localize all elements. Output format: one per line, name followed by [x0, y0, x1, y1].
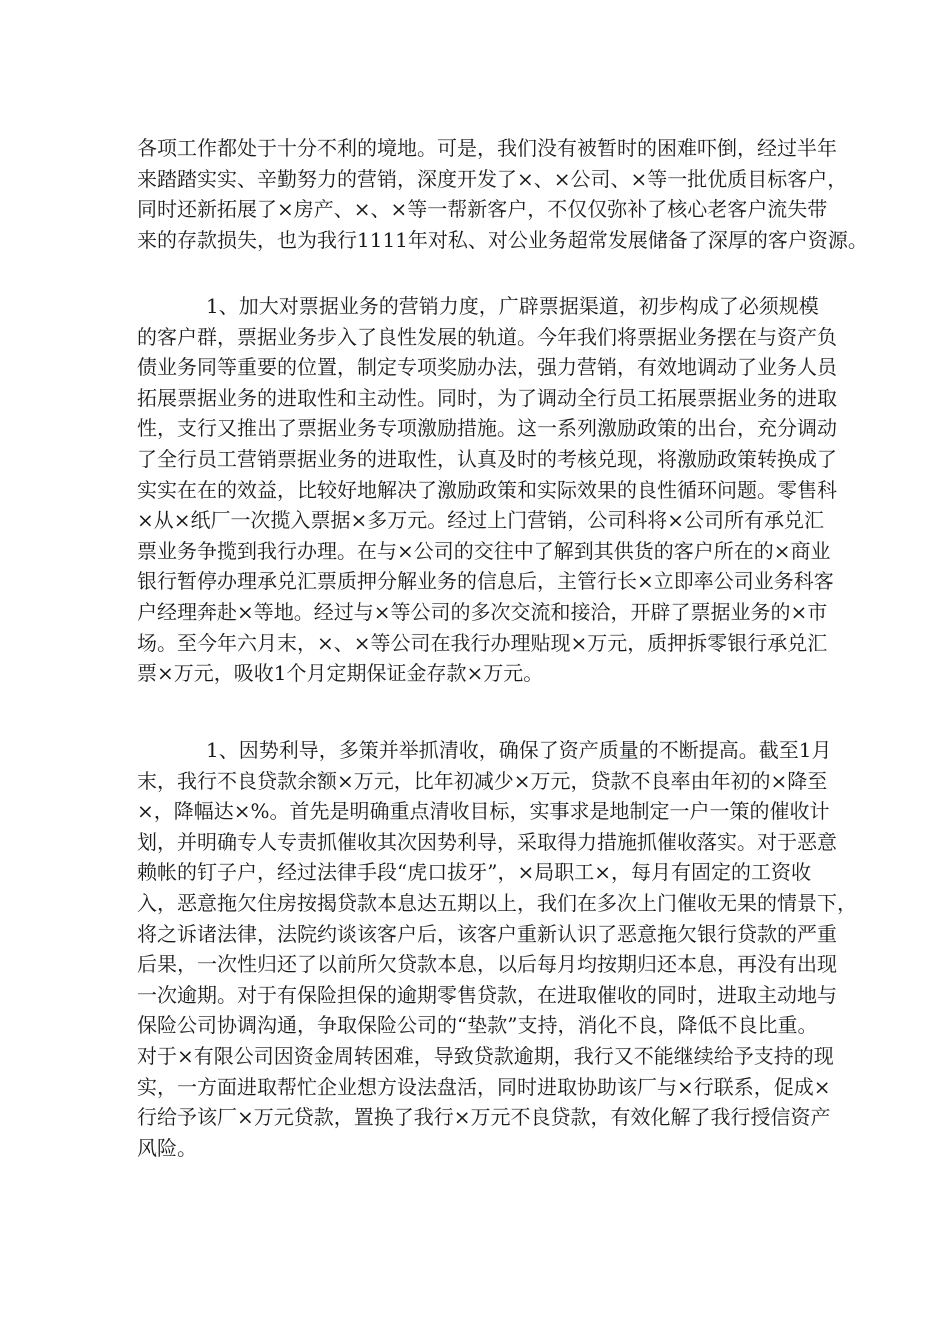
paragraph-line: 性，支行又推出了票据业务专项激励措施。这一系列激励政策的出台，充分调动	[137, 416, 837, 441]
paragraph-line: 户经理奔赴×等地。经过与×等公司的多次交流和接洽，开辟了票据业务的×市	[137, 599, 828, 624]
paragraph-line: 行给予该厂×万元贷款，置换了我行×万元不良贷款，有效化解了我行授信资产	[137, 1105, 831, 1130]
paragraph-line: 拓展票据业务的进取性和主动性。同时，为了调动全行员工拓展票据业务的进取	[137, 385, 837, 410]
paragraph-line: 了全行员工营销票据业务的进取性，认真及时的考核兑现，将激励政策转换成了	[137, 446, 837, 471]
paragraph-line: 银行暂停办理承兑汇票质押分解业务的信息后，主管行长×立即率公司业务科客	[137, 569, 834, 594]
paragraph-line: 场。至今年六月末，×、×等公司在我行办理贴现×万元，质押拆零银行承兑汇	[137, 630, 828, 655]
paragraph-line: 票×万元，吸收1个月定期保证金存款×万元。	[137, 661, 544, 686]
paragraph-line: 保险公司协调沟通，争取保险公司的“垫款”支持，消化不良，降低不良比重。	[137, 1013, 818, 1038]
paragraph-line: 实，一方面进取帮忙企业想方设法盘活，同时进取协助该厂与×行联系，促成×	[137, 1074, 831, 1099]
paragraph-2	[137, 291, 837, 689]
paragraph-1	[137, 133, 868, 255]
paragraph-line: 债业务同等重要的位置，制定专项奖励办法，强力营销，有效地调动了业务人员	[137, 355, 837, 380]
paragraph-line: 来的存款损失，也为我行1111年对私、对公业务超常发展储备了深厚的客户资源。	[137, 227, 868, 252]
paragraph-3	[137, 735, 857, 1163]
paragraph-line: 同时还新拓展了×房产、×、×等一帮新客户，不仅仅弥补了核心老客户流失带	[137, 197, 828, 222]
paragraph-line: 划，并明确专人专责抓催收其次因势利导，采取得力措施抓催收落实。对于恶意	[137, 829, 837, 854]
paragraph-line: ×，降幅达×%。首先是明确重点清收目标，实事求是地制定一户一策的催收计	[137, 799, 830, 824]
paragraph-line: 一次逾期。对于有保险担保的逾期零售贷款，在进取催收的同时，进取主动地与	[137, 982, 837, 1007]
paragraph-line: ×从×纸厂一次揽入票据×多万元。经过上门营销，公司科将×公司所有承兑汇	[137, 508, 825, 533]
paragraph-line: 1、加大对票据业务的营销力度，广辟票据渠道，初步构成了必须规模	[206, 294, 819, 318]
paragraph-line: 票业务争揽到我行办理。在与×公司的交往中了解到其供货的客户所在的×商业	[137, 538, 831, 563]
paragraph-line: 实实在在的效益，比较好地解决了激励政策和实际效果的良性循环问题。零售科	[137, 477, 837, 502]
paragraph-line: 后果，一次性归还了以前所欠贷款本息，以后每月均按期归还本息，再没有出现	[137, 952, 837, 977]
paragraph-line: 来踏踏实实、辛勤努力的营销，深度开发了×、×公司、×等一批优质目标客户，	[137, 166, 848, 191]
paragraph-line: 末，我行不良贷款余额×万元，比年初减少×万元，贷款不良率由年初的×降至	[137, 768, 828, 793]
paragraph-line: 对于×有限公司因资金周转困难，导致贷款逾期，我行又不能继续给予支持的现	[137, 1043, 834, 1068]
paragraph-line: 1、因势利导，多策并举抓清收，确保了资产质量的不断提高。截至1月	[206, 738, 832, 762]
paragraph-line: 各项工作都处于十分不利的境地。可是，我们没有被暂时的困难吓倒，经过半年	[137, 136, 837, 160]
paragraph-line: 的客户群，票据业务步入了良性发展的轨道。今年我们将票据业务摆在与资产负	[137, 324, 837, 349]
paragraph-line: 风险。	[137, 1135, 197, 1160]
paragraph-line: 赖帐的钉子户，经过法律手段“虎口拔牙”，×局职工×，每月有固定的工资收	[137, 860, 811, 885]
paragraph-line: 将之诉诸法律，法院约谈该客户后，该客户重新认识了恶意拖欠银行贷款的严重	[137, 921, 837, 946]
paragraph-line: 入，恶意拖欠住房按揭贷款本息达五期以上，我们在多次上门催收无果的情景下，	[137, 890, 857, 915]
